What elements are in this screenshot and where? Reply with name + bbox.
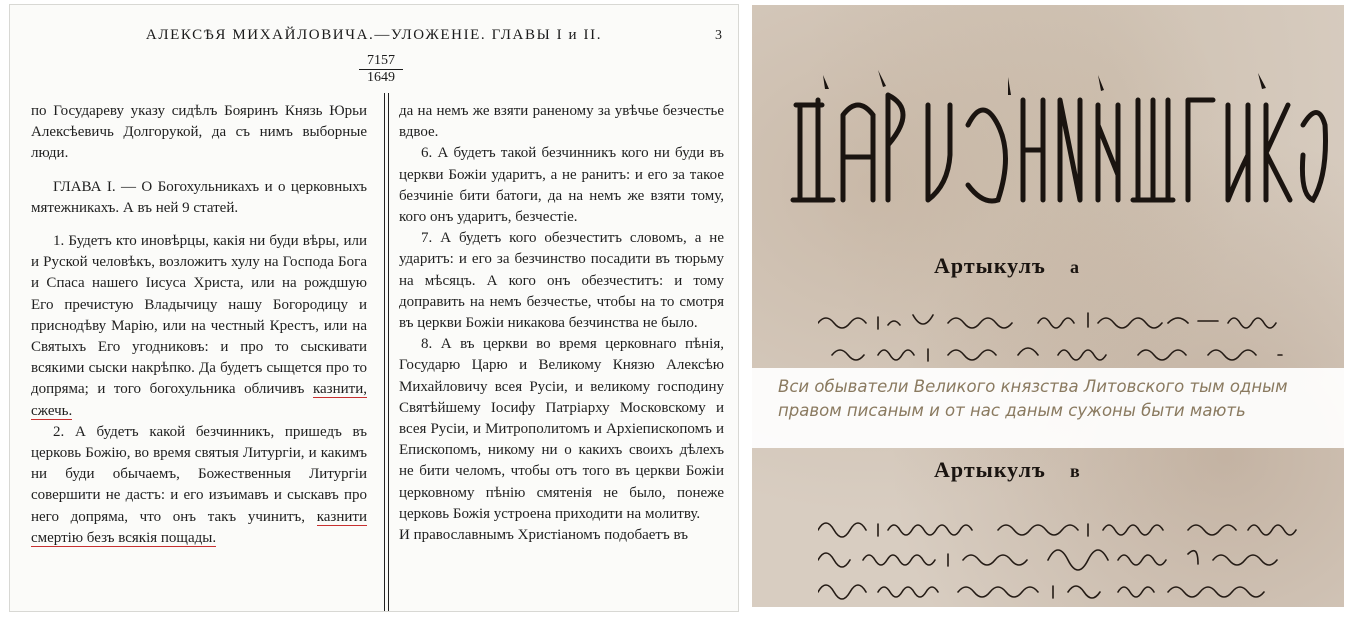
intro-paragraph: по Государеву указу сидѣлъ Бояринъ Князь Юрьи Алексѣевичь Долгорукой, да съ нимъ выборные люди. — [31, 103, 367, 162]
article-2-text: 2. А будетъ какой безчинникъ, пришедъ въ церковь Божію, во время святыя Литургіи, и какимъ ни буди обычаемъ, Божественныя Литургіи совершити не дастъ: и его изъимавъ и сыскавъ про него допряма, что онъ такъ учинитъ, — [31, 423, 367, 525]
article-2-number: в — [1070, 461, 1081, 481]
handwritten-lines-1 — [818, 305, 1328, 365]
handwritten-lines-2 — [818, 510, 1328, 605]
article-7: 7. А будетъ кого обезчеститъ словомъ, а не ударитъ: и его за безчинство посадити въ тюрьму на мѣсяцъ. А кого онъ обезчеститъ: и тому доправить на немъ безчестье, чтобы на то смотря въ церкви Божіи никакова безчинства не было. — [399, 230, 724, 332]
chapter-title: ГЛАВА I. — О Богохульникахъ и о церковныхъ мятежникахъ. А въ ней 9 статей. — [31, 178, 367, 216]
left-text-column — [31, 101, 367, 549]
article-1-underlined: казнити, сжечь. — [31, 381, 367, 419]
article-1-text: 1. Будетъ кто иновѣрцы, какія ни буди вѣры, или и Руской человѣкъ, возложитъ хулу на Господа Бога и Спаса нашего Іисуса Христа, или на рождшую Его пречистую Владычицу нашу Богородицу и приснодѣву Марію, или на честный Крестъ, или на Святыхъ Его угодниковъ: и про то сыскивати всякими сыски накрѣпко. Да будетъ сыщется про то допряма; и того богохульника обличивъ — [31, 233, 367, 398]
article-8: 8. А въ церкви во время церковнаго пѣнія, Государю Царю и Великому Князю Алексѣю Михайловичу всея Русіи, и великому господину Святѣйшему Іосифу Патріарху Московскому и всея Русіи, и Митрополитомъ и Архіепископомъ и Епископомъ, никому ни о какихъ своихъ дѣлехъ не бити челомъ, чтобы отъ того въ церкви Божіи церковному пѣнію смятенія не было, понеже церковь Божія устроена приходити на молитву. — [399, 336, 724, 522]
page-header: АЛЕКСѢЯ МИХАЙЛОВИЧА.—УЛОЖЕНІЕ. ГЛАВЫ I и II. — [145, 27, 603, 43]
translation-text: Вси обыватели Великого князства Литовского тым одным правом писаным и от нас даным сужоны быти мають — [778, 377, 1288, 420]
right-text-column — [399, 101, 724, 546]
page-number: 3 — [715, 28, 722, 43]
printed-page — [10, 5, 738, 611]
year-top: 7157 — [359, 53, 403, 70]
article-2-underlined: казнити смертію безъ всякія пощады. — [31, 508, 367, 546]
year-marker — [359, 53, 403, 86]
article-1 — [31, 231, 367, 422]
ornamental-title — [788, 65, 1328, 215]
article-2-heading: Артыкулъ — [934, 457, 1046, 482]
manuscript-scan — [752, 5, 1344, 607]
article-1-number: а — [1070, 257, 1080, 277]
article-1-heading: Артыкулъ — [934, 253, 1046, 278]
column-divider — [384, 93, 385, 611]
article-6: 6. А будетъ такой безчинникъ кого ни буди въ церкви Божіи ударитъ, а не ранитъ: и его за такое безчиніе бити батоги, да на немъ же взяти тому, кого онъ ударитъ, безчестіе. — [399, 145, 724, 226]
article-2 — [31, 422, 367, 549]
continuation-paragraph: да на немъ же взяти раненому за увѣчье безчестье вдвое. — [399, 103, 724, 141]
article-9-start: И православнымъ Христіаномъ подобаетъ въ — [399, 527, 688, 544]
year-bottom: 1649 — [367, 70, 395, 85]
column-divider-2 — [388, 93, 389, 611]
